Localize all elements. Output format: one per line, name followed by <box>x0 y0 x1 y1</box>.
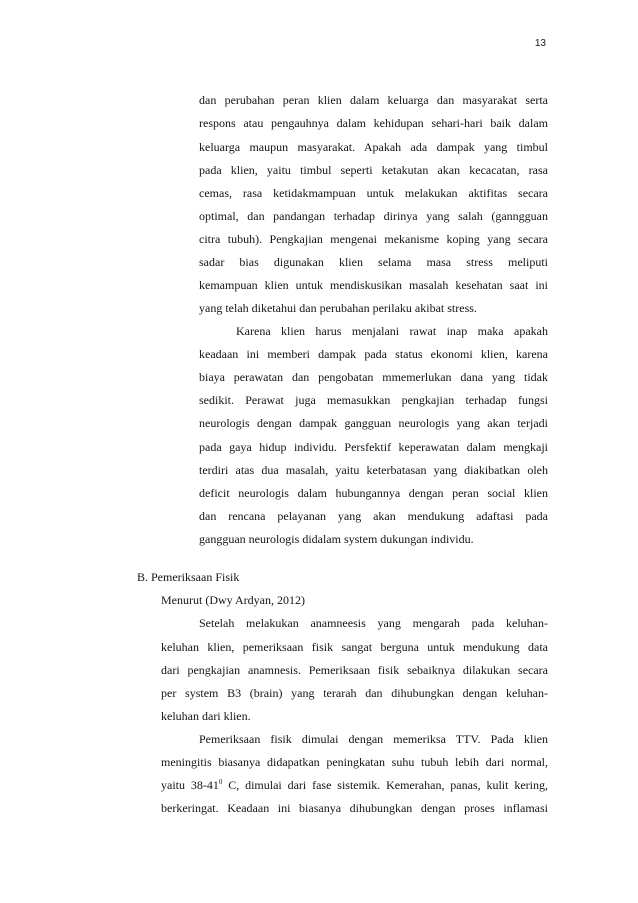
para1-line: citra tubuh). Pengkajian mengenai mekanisme koping yang secara <box>199 232 548 246</box>
section-b-para2-line: Pemeriksaan fisik dimulai dengan memeriksa TTV. Pada klien <box>199 732 548 746</box>
para1-line: keluarga maupun masyarakat. Apakah ada dampak yang timbul <box>199 140 548 154</box>
para1-line: respons atau pengauhnya dalam kehidupan sehari-hari baik dalam <box>199 116 548 130</box>
para2-line: Karena klien harus menjalani rawat inap maka apakah <box>236 324 548 338</box>
temperature-line <box>161 778 548 792</box>
section-b-para1-line: per system B3 (brain) yang terarah dan dihubungkan dengan keluhan- <box>161 686 548 700</box>
degree-superscript: 0 <box>218 778 223 786</box>
para2-line: dan rencana pelayanan yang akan mendukung adaftasi pada <box>199 509 548 523</box>
section-b-para1-line: keluhan klien, pemeriksaan fisik sangat berguna untuk mendukung data <box>161 640 548 654</box>
para1-line: sadar bias digunakan klien selama masa stress meliputi <box>199 255 548 269</box>
section-b-para2-line: berkeringat. Keadaan ini biasanya dihubungkan dengan proses inflamasi <box>161 801 548 815</box>
section-heading: B. Pemeriksaan Fisik <box>137 570 240 584</box>
section-b-para1-line: Setelah melakukan anamneesis yang mengarah pada keluhan- <box>199 616 548 630</box>
para1-line: pada klien, yaitu timbul seperti ketakutan akan kecacatan, rasa <box>199 163 548 177</box>
para2-line: neurologis dengan dampak gangguan neurologis yang akan terjadi <box>199 416 548 430</box>
section-b-para1-line: dari pengkajian anamnesis. Pemeriksaan fisik sebaiknya dilakukan secara <box>161 663 548 677</box>
para1-line: cemas, rasa ketidakmampuan untuk melakukan aktifitas secara <box>199 186 548 200</box>
para2-line: keadaan ini memberi dampak pada status ekonomi klien, karena <box>199 347 548 361</box>
para2-line: pada gaya hidup individu. Persfektif keperawatan dalam mengkaji <box>199 440 548 454</box>
page-number: 13 <box>534 38 546 49</box>
para1-line: optimal, dan pandangan terhadap dirinya yang salah (ganngguan <box>199 209 548 223</box>
para2-line: terdiri atas dua masalah, yaitu keterbatasan yang diakibatkan oleh <box>199 463 548 477</box>
para2-line: gangguan neurologis didalam system dukungan individu. <box>199 532 474 546</box>
temperature-text: yaitu 38-41 <box>161 778 219 792</box>
para2-line: sedikit. Perawat juga memasukkan pengkajian terhadap fungsi <box>199 393 548 407</box>
para1-line: yang telah diketahui dan perubahan perilaku akibat stress. <box>199 301 477 315</box>
section-source: Menurut (Dwy Ardyan, 2012) <box>161 593 305 607</box>
para1-line: dan perubahan peran klien dalam keluarga dan masyarakat serta <box>199 93 548 107</box>
temperature-text-rest: C, dimulai dari fase sistemik. Kemerahan, panas, kulit kering, <box>222 778 548 792</box>
para2-line: deficit neurologis dalam hubungannya dengan peran social klien <box>199 486 548 500</box>
section-b-para2-line: meningitis biasanya didapatkan peningkatan suhu tubuh lebih dari normal, <box>161 755 548 769</box>
para1-line: kemampuan klien untuk mendiskusikan masalah kesehatan saat ini <box>199 278 548 292</box>
para2-line: biaya perawatan dan pengobatan mmemerlukan dana yang tidak <box>199 370 548 384</box>
section-b-para1-line: keluhan dari klien. <box>161 709 251 723</box>
